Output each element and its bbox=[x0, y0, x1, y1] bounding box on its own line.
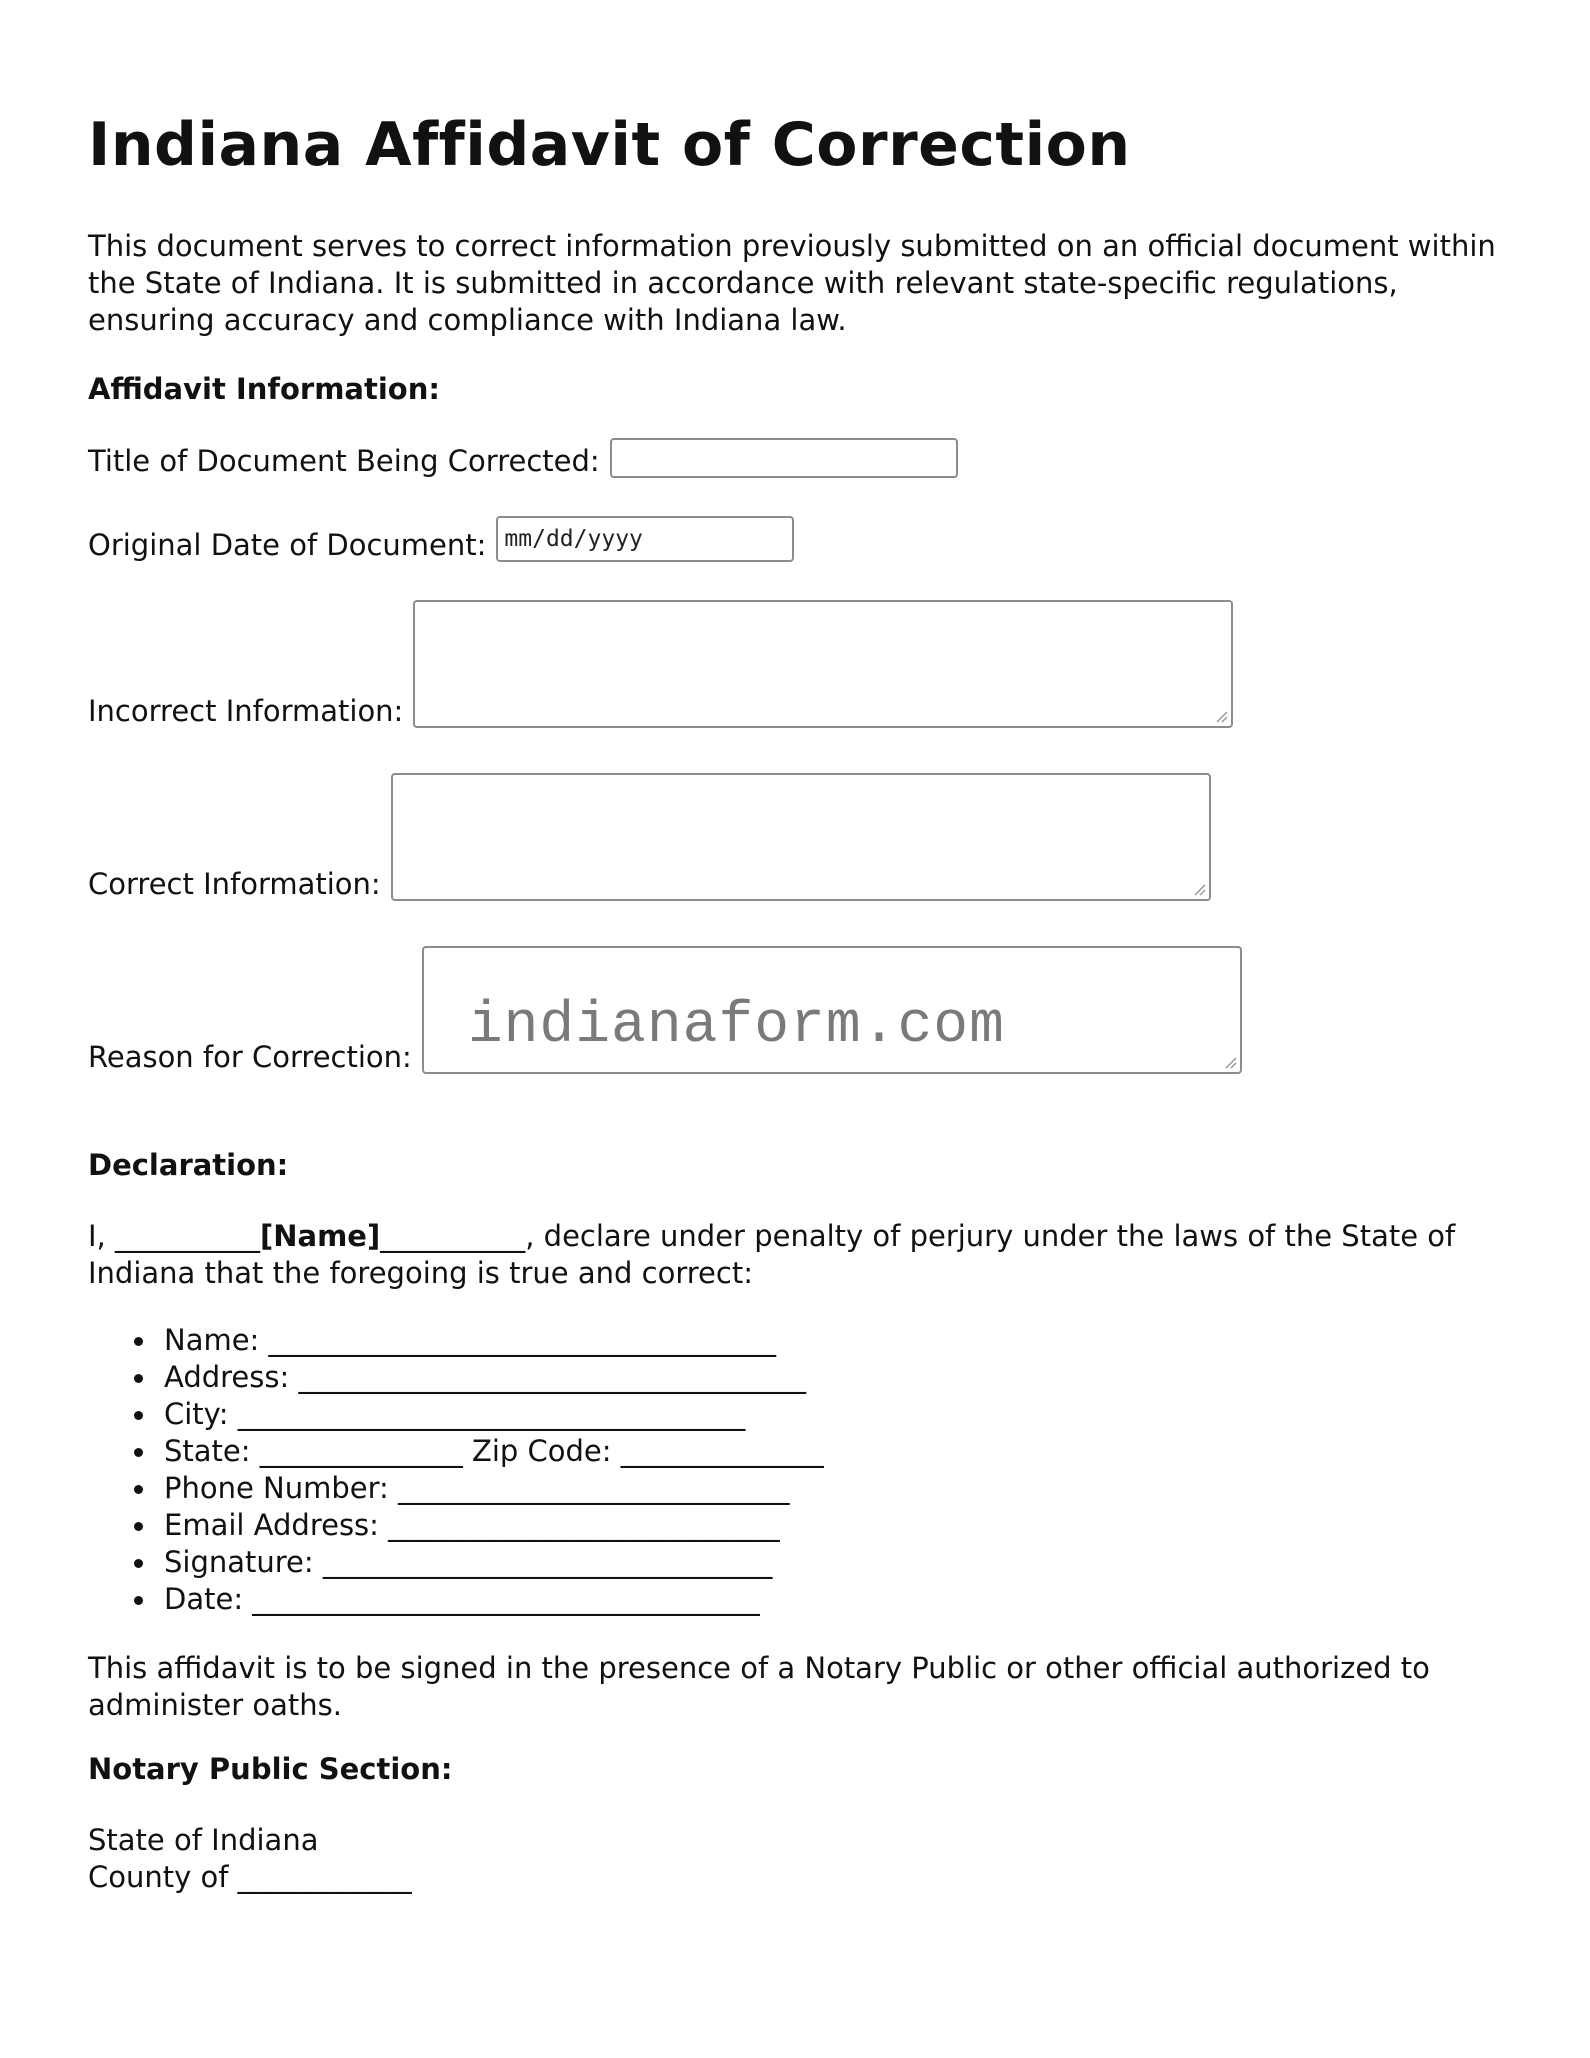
correct-row bbox=[88, 773, 1211, 901]
list-item-city: City: ___________________________________ bbox=[164, 1396, 824, 1433]
date-row bbox=[88, 516, 794, 562]
date-input[interactable]: mm/dd/yyyy bbox=[496, 516, 794, 562]
declaration-lead: I, __________ bbox=[88, 1219, 260, 1253]
notary-state-line: State of Indiana bbox=[88, 1823, 319, 1857]
watermark-text: indianaform.com bbox=[467, 994, 1005, 1059]
list-item-date: Date: ___________________________________ bbox=[164, 1581, 824, 1618]
notary-county-line: County of ____________ bbox=[88, 1860, 412, 1894]
declaration-tail: __________, declare under penalty of perjury under the laws of the State of Indiana that the foregoing is true and correct: bbox=[88, 1219, 1456, 1290]
incorrect-textarea[interactable] bbox=[413, 600, 1233, 728]
list-item-signature: Signature: _______________________________ bbox=[164, 1544, 824, 1581]
reason-textarea[interactable] bbox=[422, 946, 1242, 1074]
list-item-name: Name: ___________________________________ bbox=[164, 1322, 824, 1359]
resize-handle-icon[interactable] bbox=[1214, 709, 1228, 723]
notary-heading: Notary Public Section: bbox=[88, 1752, 453, 1786]
resize-handle-icon[interactable] bbox=[1192, 882, 1206, 896]
closing-paragraph: This affidavit is to be signed in the presence of a Notary Public or other official authorized to administer oaths. bbox=[88, 1651, 1430, 1722]
reason-row bbox=[88, 946, 1242, 1074]
date-label: Original Date of Document: bbox=[88, 528, 487, 562]
incorrect-label: Incorrect Information: bbox=[88, 694, 404, 728]
list-item-state-zip: State: ______________ Zip Code: ______________ bbox=[164, 1434, 824, 1468]
reason-label: Reason for Correction: bbox=[88, 1040, 412, 1074]
intro-paragraph: This document serves to correct information previously submitted on an official document within the State of Indiana. It is submitted in accordance with relevant state-specific regulations, ensuring accuracy and compliance with Indiana law. bbox=[88, 229, 1496, 337]
incorrect-row bbox=[88, 600, 1233, 728]
resize-handle-icon[interactable] bbox=[1223, 1055, 1237, 1069]
title-row bbox=[88, 438, 958, 478]
title-input[interactable] bbox=[610, 438, 958, 478]
correct-label: Correct Information: bbox=[88, 867, 381, 901]
name-placeholder: [Name] bbox=[260, 1219, 381, 1253]
title-label: Title of Document Being Corrected: bbox=[88, 444, 600, 478]
notary-block bbox=[88, 1822, 412, 1896]
list-item-phone: Phone Number: ___________________________ bbox=[164, 1470, 824, 1507]
page-title: Indiana Affidavit of Correction bbox=[88, 110, 1131, 180]
declaration-statement bbox=[88, 1218, 1518, 1292]
declarant-fields-list bbox=[88, 1322, 824, 1618]
correct-textarea[interactable] bbox=[391, 773, 1211, 901]
declaration-heading: Declaration: bbox=[88, 1148, 289, 1182]
affidavit-info-heading: Affidavit Information: bbox=[88, 372, 440, 406]
list-item-email: Email Address: ___________________________ bbox=[164, 1507, 824, 1544]
list-item-address: Address: ___________________________________ bbox=[164, 1359, 824, 1396]
